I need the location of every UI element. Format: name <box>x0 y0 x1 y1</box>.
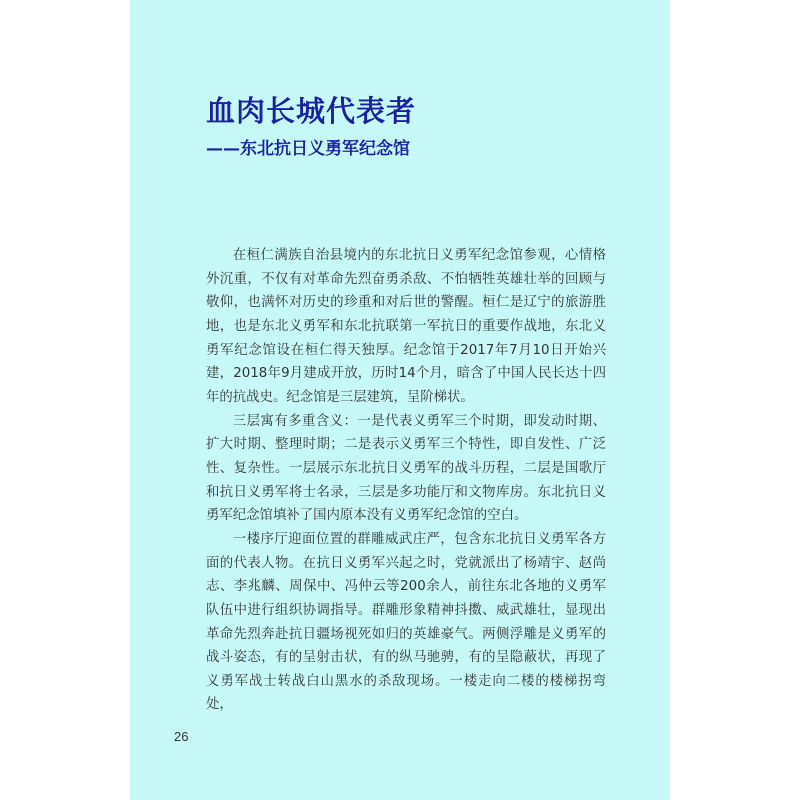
paragraph-2: 三层寓有多重含义：一是代表义勇军三个时期，即发动时期、扩大时期、整理时期；二是表示义勇军三个特性，即自发性、广泛性、复杂性。一层展示东北抗日义勇军的战斗历程，二层是国歌厅和抗日义勇军将士名录，三层是多功能厅和文物库房。东北抗日义勇军纪念馆填补了国内原本没有义勇军纪念馆的空白。 <box>206 413 606 524</box>
paragraph-1: 在桓仁满族自治县境内的东北抗日义勇军纪念馆参观，心情格外沉重，不仅有对革命先烈奋勇杀敌、不怕牺牲英雄壮举的回顾与敬仰，也满怀对历史的珍重和对后世的警醒。桓仁是辽宁的旅游胜地，也是东北义勇军和东北抗联第一军抗日的重要作战地，东北义勇军纪念馆设在桓仁得天独厚。纪念馆于2017年7月10日开始兴建，2018年9月建成开放，历时14个月，暗含了中国人民长达十四年的抗战史。纪念馆是三层建筑，呈阶梯状。 <box>206 248 606 405</box>
book-page <box>130 0 670 800</box>
paragraph-3: 一楼序厅迎面位置的群雕威武庄严，包含东北抗日义勇军各方面的代表人物。在抗日义勇军兴起之时，党就派出了杨靖宇、赵尚志、李兆麟、周保中、冯仲云等200余人，前往东北各地的义勇军队伍中进行组织协调指导。群雕形象精神抖擞、威武雄壮，显现出革命先烈奔赴抗日疆场视死如归的英雄豪气。两侧浮雕是义勇军的战斗姿态，有的呈射击状，有的纵马驰骋，有的呈隐蔽状，再现了义勇军战士转战白山黑水的杀敌现场。一楼走向二楼的楼梯拐弯处， <box>206 531 606 713</box>
page-subtitle: ——东北抗日义勇军纪念馆 <box>206 139 410 159</box>
page-title: 血肉长城代表者 <box>206 94 417 128</box>
body-text <box>206 244 606 717</box>
page-number: 26 <box>174 729 189 744</box>
